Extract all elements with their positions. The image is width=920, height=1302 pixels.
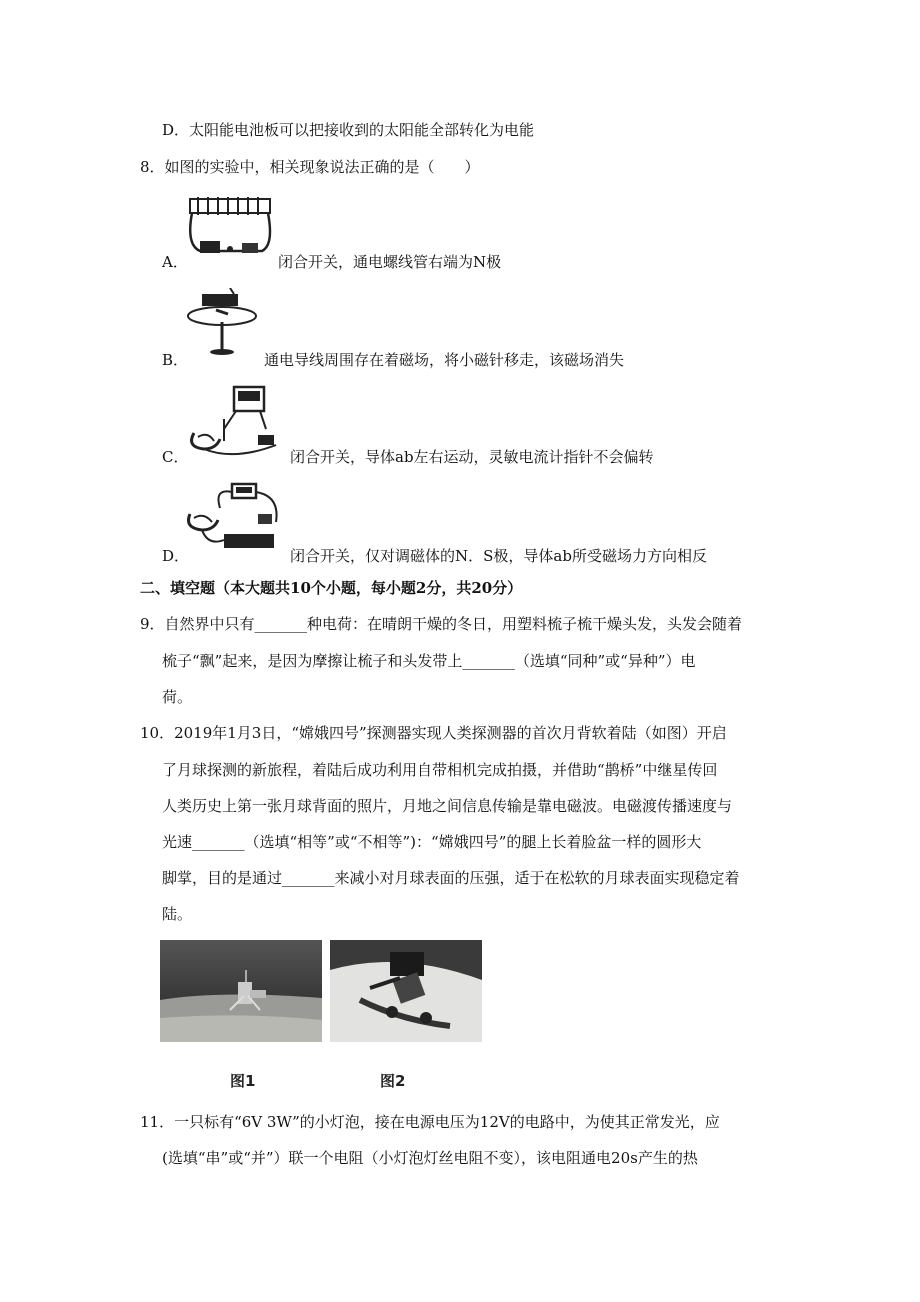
- q9-line-3: 荷。: [162, 688, 193, 706]
- q11-line-2: (选填“串”或“并”）联一个电阻（小灯泡灯丝电阻不变），该电阻通电20s产生的热: [162, 1149, 698, 1167]
- section-heading: 二、填空题（本大题共10个小题，每小题2分，共20分）: [140, 579, 523, 597]
- figure-1-caption: 图1: [230, 1072, 256, 1090]
- q8-option-b-text: 通电导线周围存在着磁场，将小磁针移走，该磁场消失: [264, 351, 625, 369]
- q8-option-c-label: C．: [162, 448, 189, 466]
- q8-stem: 8．如图的实验中，相关现象说法正确的是（ ）: [140, 158, 480, 176]
- q10-line-2: 了月球探测的新旅程，着陆后成功利用自带相机完成拍摄，并借助“鹊桥”中继星传回: [162, 761, 718, 779]
- lander-photo: [160, 940, 322, 1042]
- q8-option-a-label: A．: [162, 253, 188, 271]
- q10-line-1: 10．2019年1月3日，“嫦娥四号”探测器实现人类探测器的首次月背软着陆（如图）开启: [140, 724, 727, 742]
- q9-line-2: 梳子“飘”起来，是因为摩擦让梳子和头发带上_______（选填“同种”或“异种”）电: [162, 652, 696, 670]
- q10-line-4: 光速_______（选填“相等”或“不相等”)：“嫦娥四号”的腿上长着脸盆一样的圆形大: [162, 833, 702, 851]
- rover-photo: [330, 940, 482, 1042]
- q9-line-1: 9．自然界中只有_______种电荷：在晴朗干燥的冬日，用塑料梳子梳干燥头发，头发会随着: [140, 615, 743, 633]
- oersted-figure: [186, 288, 258, 358]
- q10-line-6: 陆。: [162, 905, 193, 923]
- q8-option-a-text: 闭合开关，通电螺线管右端为N极: [278, 253, 502, 271]
- q7-option-d: D．太阳能电池板可以把接收到的太阳能全部转化为电能: [162, 121, 535, 139]
- q8-option-d-text: 闭合开关，仅对调磁体的N．S极，导体ab所受磁场力方向相反: [290, 547, 707, 565]
- q10-line-5: 脚掌，目的是通过_______来减小对月球表面的压强，适于在松软的月球表面实现稳定着: [162, 869, 740, 887]
- figure-2-caption: 图2: [380, 1072, 406, 1090]
- motor-figure: [184, 478, 288, 556]
- solenoid-figure: [186, 193, 274, 263]
- q8-option-d-label: D．: [162, 547, 190, 565]
- q10-line-3: 人类历史上第一张月球背面的照片，月地之间信息传输是靠电磁波。电磁渡传播速度与: [162, 797, 733, 815]
- galvanometer-figure: [184, 383, 286, 463]
- q8-option-b-label: B．: [162, 351, 189, 369]
- q11-line-1: 11．一只标有“6V 3W”的小灯泡，接在电源电压为12V的电路中，为使其正常发光，应: [140, 1113, 720, 1131]
- q8-option-c-text: 闭合开关，导体ab左右运动，灵敏电流计指针不会偏转: [290, 448, 654, 466]
